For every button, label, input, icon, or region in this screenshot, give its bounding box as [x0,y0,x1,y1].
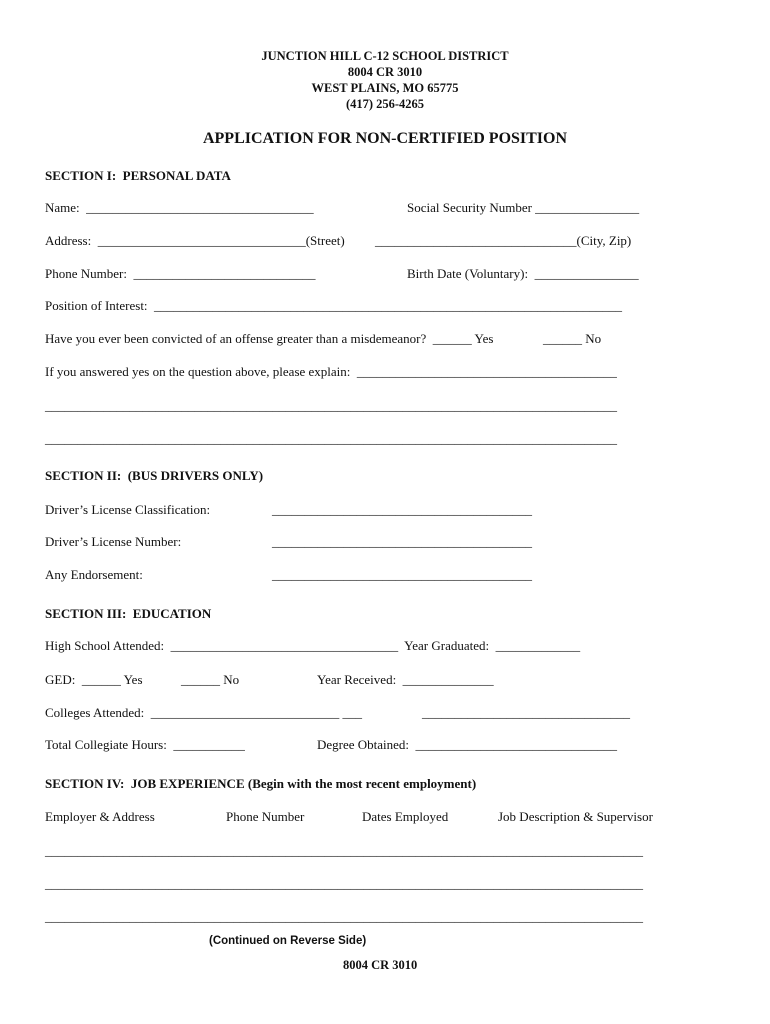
section-3-heading: SECTION III: EDUCATION [45,606,212,621]
job-row-2[interactable]: ____________________________________________________________________________________________ [45,876,643,891]
endorsement-label: Any Endorsement: [45,567,143,582]
ged-no-field[interactable]: ______ No [181,672,240,687]
explain-field[interactable]: If you answered yes on the question above, please explain: ________________________________________ [45,364,617,379]
section-4-heading: SECTION IV: JOB EXPERIENCE (Begin with the most recent employment) [45,776,477,791]
section-1-heading: SECTION I: PERSONAL DATA [45,168,231,183]
name-field[interactable]: Name: ___________________________________ [45,200,314,215]
address-city-field[interactable]: _______________________________(City, Zip) [375,233,632,248]
district-street: 8004 CR 3010 [347,65,423,79]
position-field[interactable]: Position of Interest: ________________________________________________________________________ [45,298,623,313]
footer-address: 8004 CR 3010 [343,958,418,972]
col-employer: Employer & Address [45,809,155,824]
birth-date-field[interactable]: Birth Date (Voluntary): ________________ [407,266,639,281]
ssn-field[interactable]: Social Security Number ________________ [407,200,640,215]
district-name: JUNCTION HILL C-12 SCHOOL DISTRICT [261,49,509,63]
license-number-field[interactable]: ________________________________________ [272,534,532,549]
job-row-1[interactable]: ____________________________________________________________________________________________ [45,843,643,858]
endorsement-field[interactable]: ________________________________________ [272,567,532,582]
page-title: APPLICATION FOR NON-CERTIFIED POSITION [202,130,568,147]
colleges-field-2[interactable]: ________________________________ [422,705,630,720]
col-phone: Phone Number [226,809,305,824]
district-phone: (417) 256-4265 [345,97,425,111]
year-received-field[interactable]: Year Received: ______________ [317,672,494,687]
district-city: WEST PLAINS, MO 65775 [311,81,459,95]
address-street-field[interactable]: Address: ________________________________(Street) [45,233,345,248]
degree-field[interactable]: Degree Obtained: _______________________________ [317,737,618,752]
col-job: Job Description & Supervisor [498,809,653,824]
continued-note: (Continued on Reverse Side) [209,935,367,947]
collegiate-hours-field[interactable]: Total Collegiate Hours: ___________ [45,737,245,752]
ged-yes-field[interactable]: GED: ______ Yes [45,672,143,687]
conviction-no-field[interactable]: ______ No [543,331,602,346]
colleges-field[interactable]: Colleges Attended: _____________________________ ___ [45,705,363,720]
license-classification-field[interactable]: ________________________________________ [272,502,532,517]
col-dates: Dates Employed [362,809,449,824]
conviction-yes-field[interactable]: Have you ever been convicted of an offense greater than a misdemeanor? ______ Yes [45,331,494,346]
explain-line-2[interactable]: ________________________________________________________________________________________ [45,431,617,446]
job-row-3[interactable]: ____________________________________________________________________________________________ [45,909,643,924]
section-2-heading: SECTION II: (BUS DRIVERS ONLY) [45,468,264,483]
license-number-label: Driver’s License Number: [45,534,182,549]
high-school-field[interactable]: High School Attended: ___________________________________ Year Graduated: _____________ [45,638,581,653]
explain-line-1[interactable]: ________________________________________________________________________________________ [45,398,617,413]
phone-field[interactable]: Phone Number: ____________________________ [45,266,316,281]
license-classification-label: Driver’s License Classification: [45,502,211,517]
